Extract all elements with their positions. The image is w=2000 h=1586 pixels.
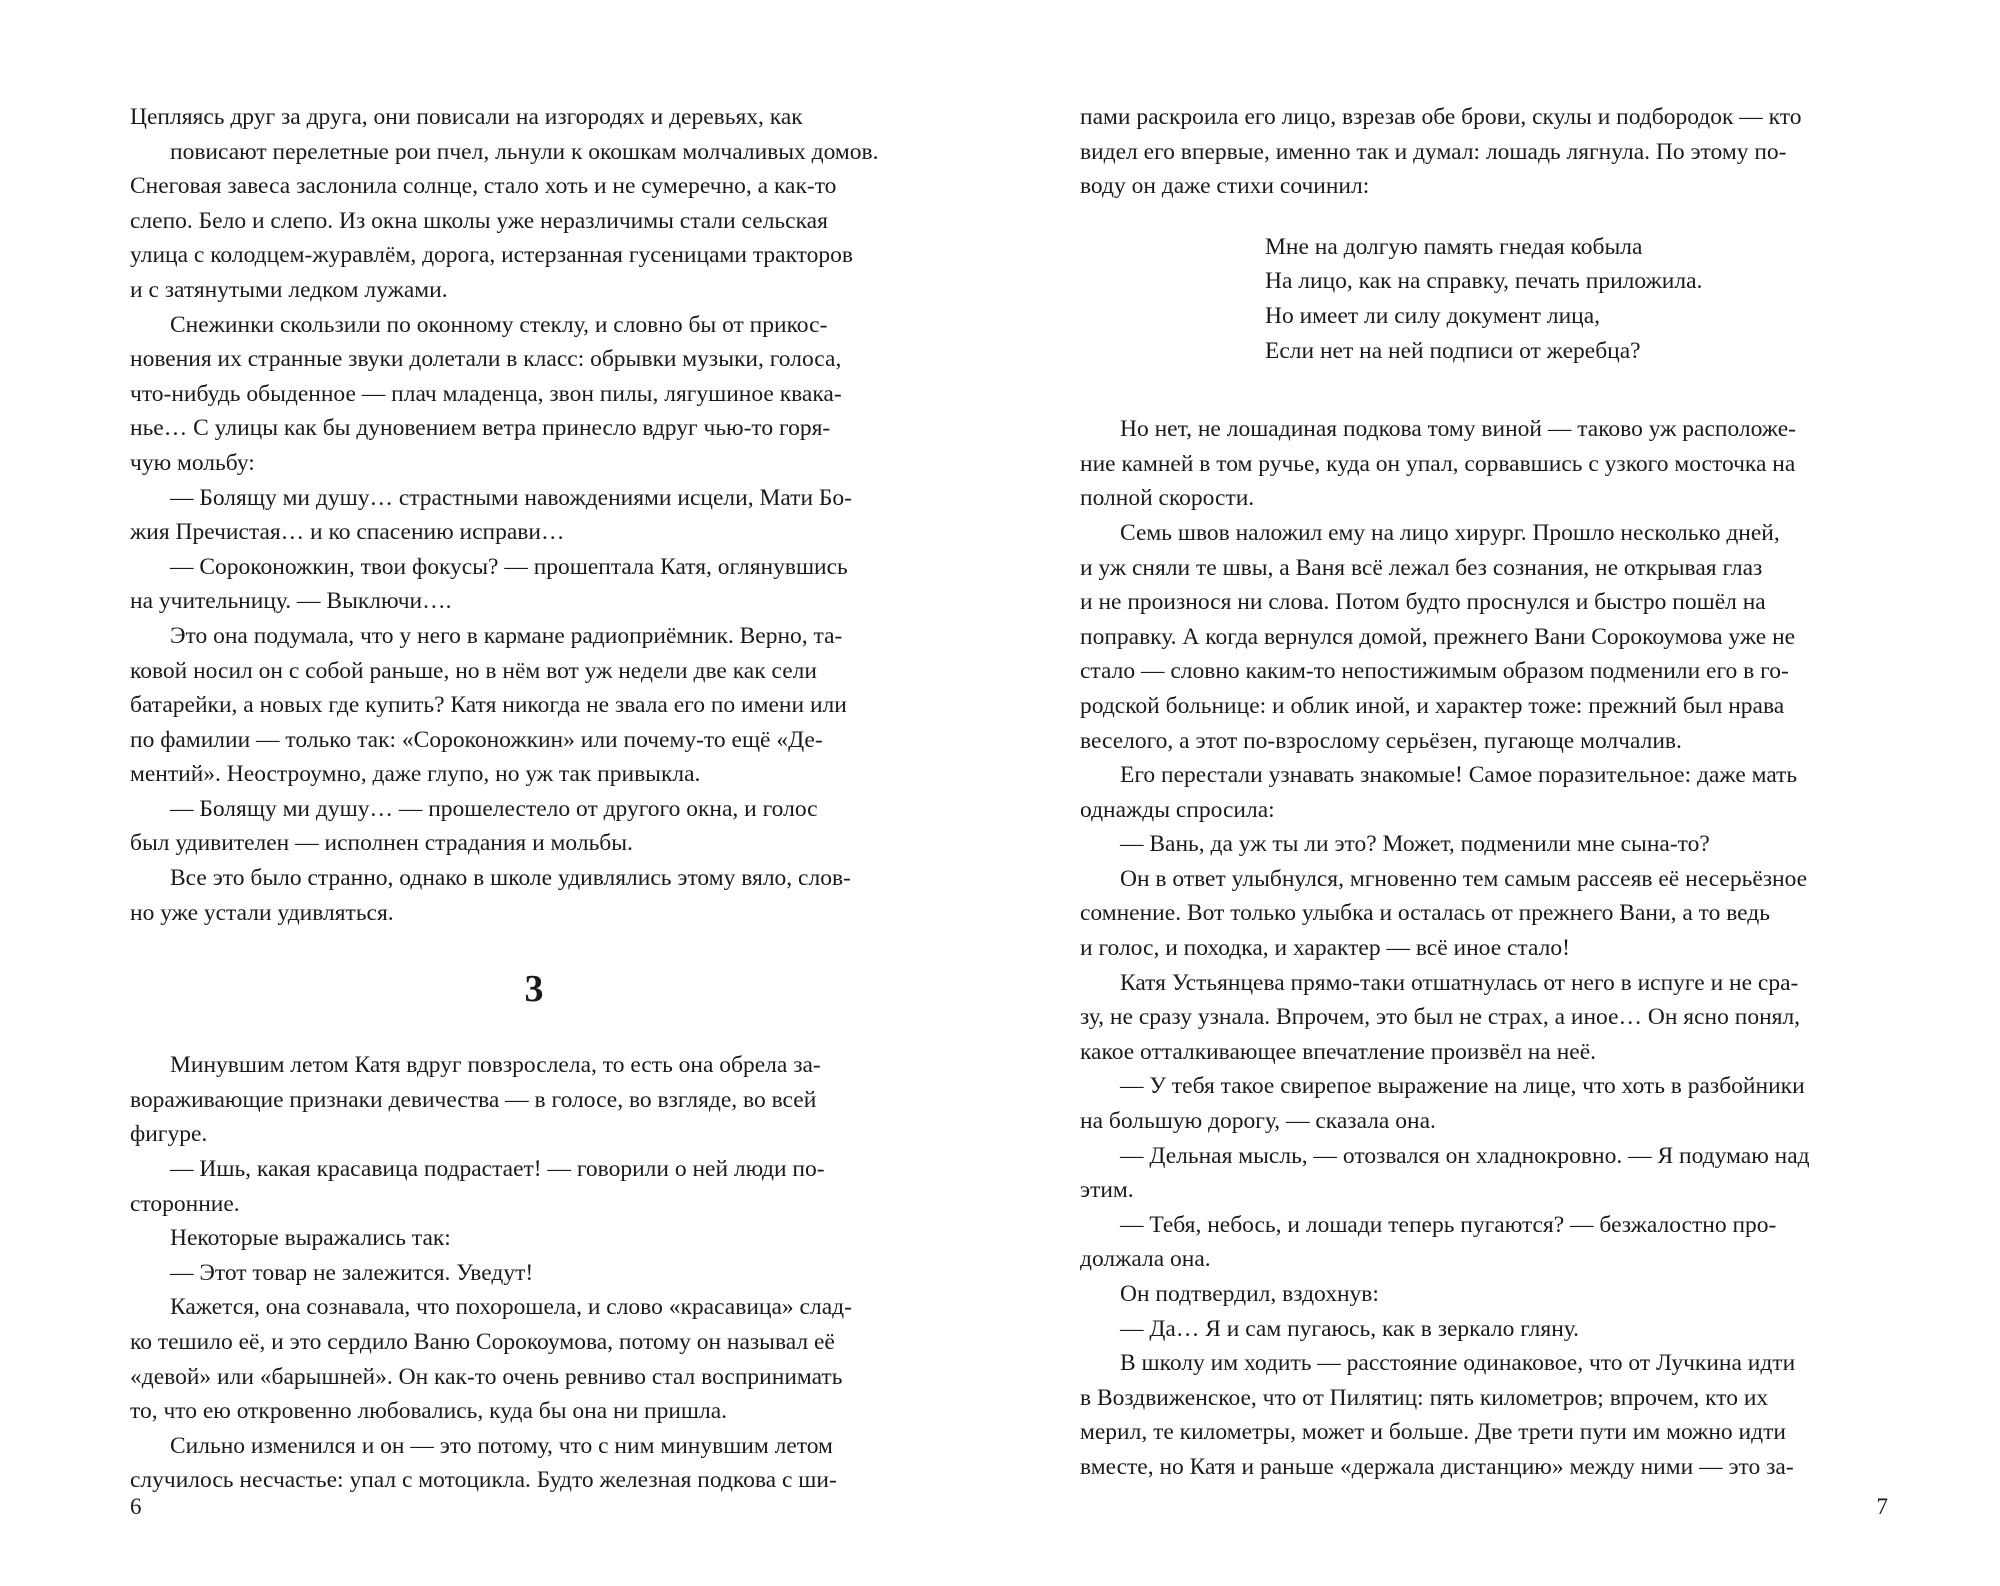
text-line: повисают перелетные рои пчел, льнули к окошкам молчаливых домов. [170,138,879,165]
page-number: 6 [130,1494,142,1519]
text-line: — Сороконожкин, твои фокусы? — прошептала Катя, оглянувшись [170,553,848,580]
text-line: Снежинки скользили по оконному стеклу, и словно бы от прикос- [170,311,828,338]
text-line: что-нибудь обыденное — плач младенца, звон пилы, лягушиное квака- [130,380,842,407]
verse-spacer [1080,204,1888,230]
verse-line: Если нет на ней подписи от жеребца? [1265,337,1641,364]
text-line: Но нет, не лошадиная подкова тому виной — таково уж расположе- [1120,416,1796,443]
text-line: жия Пречистая… и ко спасению исправи… [130,519,565,546]
text-line: и с затянутыми ледком лужами. [130,276,448,303]
left-text-block [130,100,938,1498]
text-line: Все это было странно, однако в школе удивлялись этому вяло, слов- [170,865,851,892]
text-line: ментий». Неостроумно, даже глупо, но уж так привыкла. [130,761,701,788]
text-line: сомнение. Вот только улыбка и осталась от прежнего Вани, а то ведь [1080,900,1770,927]
text-line: видел его впервые, именно так и думал: лошадь лягнула. По этому по- [1080,138,1787,165]
right-page [1000,0,2000,1586]
text-line: поправку. А когда вернулся домой, прежнего Вани Сорокоумова уже не [1080,623,1796,650]
text-line: мерил, те километры, может и больше. Две трети пути им можно идти [1080,1419,1786,1446]
text-line: Его перестали узнавать знакомые! Самое поразительное: даже мать [1120,762,1798,789]
text-line: и не произнося ни слова. Потом будто проснулся и быстро пошёл на [1080,589,1766,616]
text-line: ко тешило её, и это сердило Ваню Сорокоумова, потому он называл её [130,1329,835,1355]
text-line: и уж сняли те швы, а Ваня всё лежал без сознания, не открывая глаз [1080,554,1763,581]
text-line: нье… С улицы как бы дуновением ветра принесло вдруг чью-то горя- [130,415,831,442]
text-line: чую мольбу: [130,449,255,476]
text-line: был удивителен — исполнен страдания и мольбы. [130,830,633,857]
text-line: Цепляясь друг за друга, они повисали на изгородях и деревьях, как [130,104,803,130]
text-line: родской больнице: и облик иной, и характер тоже: прежний был нрава [1080,692,1785,719]
text-line: воду он даже стихи сочинил: [1080,173,1370,200]
text-line: — Да… Я и сам пугаюсь, как в зеркало гляну. [1120,1315,1580,1342]
text-line: случилось несчастье: упал с мотоцикла. Будто железная подкова с ши- [130,1467,837,1494]
verse-line: Мне на долгую память гнедая кобыла [1265,233,1643,260]
text-line: стало — словно каким-то непостижимым образом подменили его в го- [1080,658,1789,685]
text-line: зу, не сразу узнала. Впрочем, это был не страх, а иное… Он ясно понял, [1080,1004,1801,1031]
text-line: в Воздвиженское, что от Пилятиц: пять километров; впрочем, кто их [1080,1384,1769,1411]
text-line: — Тебя, небось, и лошади теперь пугаются? — безжалостно про- [1120,1211,1777,1238]
chapter-heading: 3 [524,968,544,1011]
text-line: улица с колодцем-журавлём, дорога, истерзанная гусеницами тракторов [130,242,853,269]
text-line: и голос, и походка, и характер — всё иное стало! [1080,935,1570,962]
verse-spacer [1080,368,1888,412]
text-line: на учительницу. — Выключи…. [130,588,452,615]
text-line: — Ишь, какая красавица подрастает! — говорили о ней люди по- [170,1156,825,1183]
text-line: по фамилии — только так: «Сороконожкин» или почему-то ещё «Де- [130,726,823,753]
text-line: — У тебя такое свирепое выражение на лице, что хоть в разбойники [1120,1073,1805,1100]
text-line: сторонние. [130,1190,240,1217]
text-line: какое отталкивающее впечатление произвёл на неё. [1080,1038,1597,1065]
text-line: В школу им ходить — расстояние одинаковое, что от Лучкина идти [1120,1350,1796,1377]
text-line: должала она. [1080,1246,1211,1273]
text-line: — Этот товар не залежится. Уведут! [170,1259,534,1286]
text-line: на большую дорогу, — сказала она. [1080,1108,1436,1135]
text-line: полной скорости. [1080,485,1255,512]
text-line: ние камней в том ручье, куда он упал, сорвавшись с узкого мосточка на [1080,450,1796,477]
text-line: — Вань, да уж ты ли это? Может, подменили мне сына-то? [1120,831,1710,858]
verse-line: Но имеет ли силу документ лица, [1265,302,1601,329]
text-line: Семь швов наложил ему на лицо хирург. Прошло несколько дней, [1120,519,1780,546]
text-line: Это она подумала, что у него в кармане радиоприёмник. Верно, та- [170,622,843,649]
text-line: этим. [1080,1177,1134,1204]
text-line: ковой носил он с собой раньше, но в нём вот уж недели две как сели [130,657,817,684]
text-line: Сильно изменился и он — это потому, что с ним минувшим летом [170,1432,833,1459]
text-line: но уже устали удивляться. [130,899,394,926]
text-line: — Болящу ми душу… — прошелестело от другого окна, и голос [170,795,818,822]
text-line: слепо. Бело и слепо. Из окна школы уже неразличимы стали сельская [130,207,828,234]
text-line: Катя Устьянцева прямо-таки отшатнулась от него в испуге и не сра- [1120,969,1799,996]
text-line: Кажется, она сознавала, что похорошела, и слово «красавица» слад- [170,1294,852,1321]
page-number: 7 [1876,1494,1888,1519]
text-line: пами раскроила его лицо, взрезав обе брови, скулы и подбородок — кто [1080,104,1802,130]
right-text-block [1080,100,1888,1485]
text-line: Он в ответ улыбнулся, мгновенно тем самым рассеяв её несерьёзное [1120,865,1808,892]
text-line: Минувшим летом Катя вдруг повзрослела, то есть она обрела за- [170,1052,821,1079]
text-line: вместе, но Катя и раньше «держала дистанцию» между ними — это за- [1080,1453,1794,1480]
text-line: новения их странные звуки долетали в класс: обрывки музыки, голоса, [130,346,842,373]
text-line: веселого, а этот по-взрослому серьёзен, пугающе молчалив. [1080,727,1682,754]
text-line: — Болящу ми душу… страстными навождениями исцели, Мати Бо- [170,484,852,511]
text-line: — Дельная мысль, — отозвался он хладнокровно. — Я подумаю над [1120,1142,1810,1169]
text-line: батарейки, а новых где купить? Катя никогда не звала его по имени или [130,692,847,719]
text-line: фигуре. [130,1121,208,1148]
text-line: однажды спросила: [1080,796,1275,823]
text-line: Снеговая завеса заслонила солнце, стало хоть и не сумеречно, а как-то [130,173,837,200]
text-line: то, что ею откровенно любовались, куда бы она ни пришла. [130,1398,728,1425]
text-line: вораживающие признаки девичества — в голосе, во взгляде, во всей [130,1086,817,1113]
text-line: Некоторые выражались так: [170,1225,451,1252]
verse-line: На лицо, как на справку, печать приложила. [1265,268,1703,295]
text-line: Он подтвердил, вздохнув: [1120,1281,1379,1307]
text-line: «девой» или «барышней». Он как-то очень ревниво стал воспринимать [130,1363,843,1390]
